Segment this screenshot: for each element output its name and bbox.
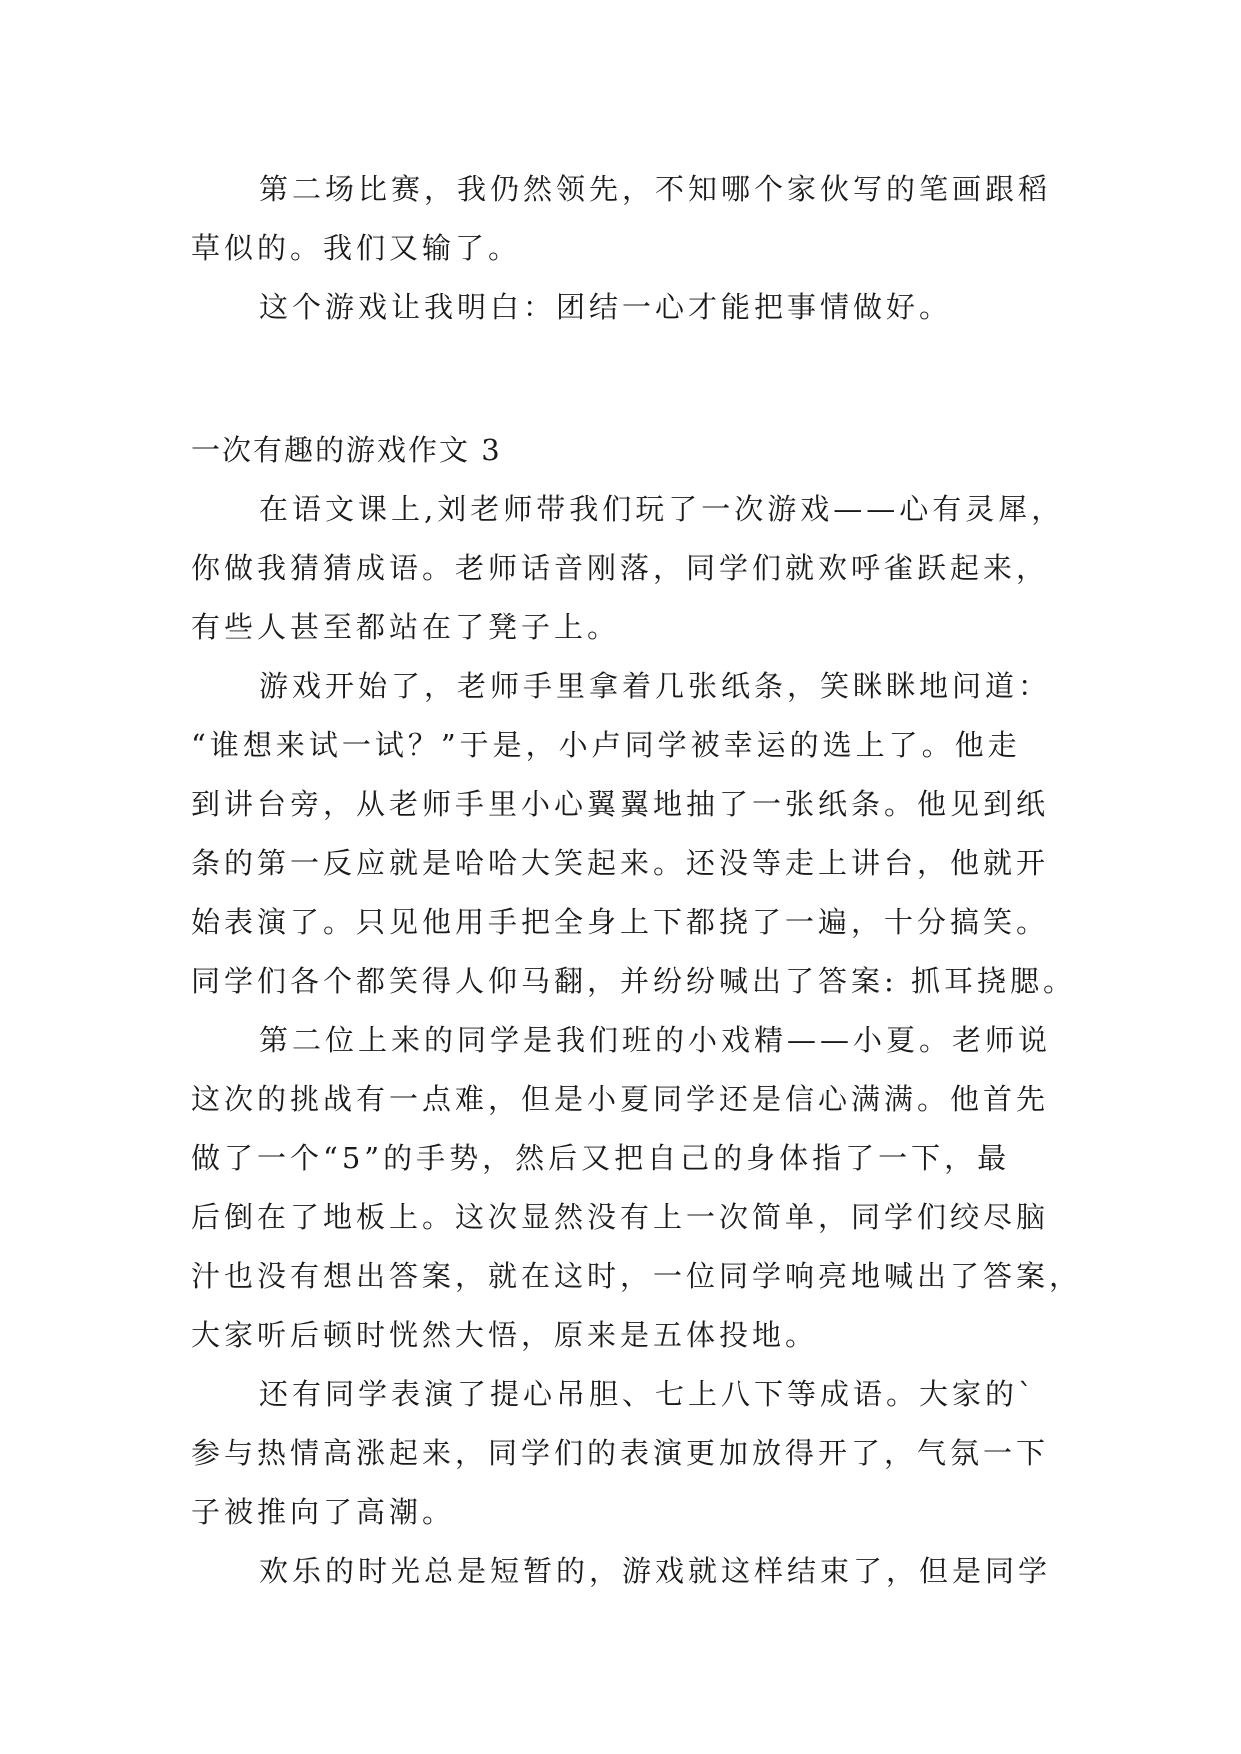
paragraph-more-idioms xyxy=(191,1365,1055,1542)
paragraph-second-match xyxy=(191,160,1055,278)
text-line: 子被推向了高潮。 xyxy=(191,1495,456,1529)
text-line: 在语文课上,刘老师带我们玩了一次游戏——心有灵犀， xyxy=(259,492,1065,526)
document-page xyxy=(191,160,1083,1601)
text-line: 草似的。我们又输了。 xyxy=(191,231,522,265)
text-line: 后倒在了地板上。这次显然没有上一次简单，同学们绞尽脑 xyxy=(191,1200,1050,1234)
text-line: 同学们各个都笑得人仰马翻，并纷纷喊出了答案: 抓耳挠腮。 xyxy=(191,964,1076,998)
text-line: 始表演了。只见他用手把全身上下都挠了一遍，十分搞笑。 xyxy=(191,905,1050,939)
text-line: 做了一个“5”的手势，然后又把自己的身体指了一下，最 xyxy=(191,1141,1011,1175)
essay-title: 一次有趣的游戏作文 3 xyxy=(191,433,502,467)
text-line: 到讲台旁，从老师手里小心翼翼地抽了一张纸条。他见到纸 xyxy=(191,787,1050,821)
text-line: 第二场比赛，我仍然领先，不知哪个家伙写的笔画跟稻 xyxy=(259,172,1052,206)
text-line: 这个游戏让我明白：团结一心才能把事情做好。 xyxy=(259,290,953,324)
text-line: 你做我猜猜成语。老师话音刚落，同学们就欢呼雀跃起来， xyxy=(191,551,1050,585)
paragraph-second-performer xyxy=(191,1011,1083,1365)
text-line: 大家听后顿时恍然大悟，原来是五体投地。 xyxy=(191,1318,819,1352)
paragraph-ending xyxy=(191,1542,1055,1601)
paragraph-lesson xyxy=(191,278,1055,337)
text-line: 游戏开始了，老师手里拿着几张纸条，笑眯眯地问道： xyxy=(259,669,1052,703)
paragraph-intro xyxy=(191,480,1065,657)
text-line: 汁也没有想出答案，就在这时，一位同学响亮地喊出了答案， xyxy=(191,1259,1083,1293)
text-line: 参与热情高涨起来，同学们的表演更加放得开了，气氛一下 xyxy=(191,1436,1050,1470)
text-line: 还有同学表演了提心吊胆、七上八下等成语。大家的` xyxy=(259,1377,1037,1411)
text-line: 第二位上来的同学是我们班的小戏精——小夏。老师说 xyxy=(259,1023,1052,1057)
text-line: 欢乐的时光总是短暂的，游戏就这样结束了，但是同学 xyxy=(259,1554,1052,1588)
text-line: 条的第一反应就是哈哈大笑起来。还没等走上讲台，他就开 xyxy=(191,846,1050,880)
text-line: 有些人甚至都站在了凳子上。 xyxy=(191,610,621,644)
text-line: “谁想来试一试？”于是，小卢同学被幸运的选上了。他走 xyxy=(191,728,1021,762)
section-gap xyxy=(191,337,1055,421)
text-line: 这次的挑战有一点难，但是小夏同学还是信心满满。他首先 xyxy=(191,1082,1050,1116)
paragraph-first-performer xyxy=(191,657,1076,1011)
